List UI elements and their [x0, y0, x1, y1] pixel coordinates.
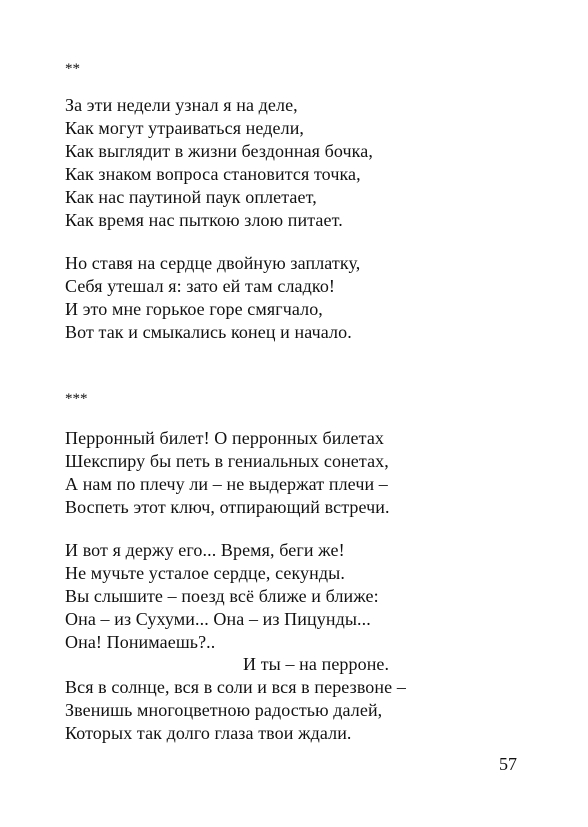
- poem-line: Звенишь многоцветною радостью далей,: [65, 700, 383, 720]
- poem-line: Не мучьте усталое сердце, секунды.: [65, 563, 345, 583]
- poem-line: Воспеть этот ключ, отпирающий встречи.: [65, 497, 390, 517]
- poem-line: Она – из Сухуми... Она – из Пицунды...: [65, 609, 371, 629]
- poem-line: Вся в солнце, вся в соли и вся в перезвоне –: [65, 677, 406, 697]
- poem-separator: ***: [65, 391, 88, 407]
- poem-line: Себя утешал я: зато ей там сладко!: [65, 276, 336, 296]
- poem-line: Шекспиру бы петь в гениальных сонетах,: [65, 451, 389, 471]
- poem-line: Как знаком вопроса становится точка,: [65, 164, 361, 184]
- poem-line: Вы слышите – поезд всё ближе и ближе:: [65, 586, 379, 606]
- page-number: 57: [499, 754, 517, 774]
- poem-line: А нам по плечу ли – не выдержат плечи –: [65, 474, 388, 494]
- poem-separator: **: [65, 61, 80, 77]
- poem-line: За эти недели узнал я на деле,: [65, 95, 298, 115]
- poem-line: Как выглядит в жизни бездонная бочка,: [65, 141, 373, 161]
- poem-line: Перронный билет! О перронных билетах: [65, 428, 385, 448]
- poem-line: Она! Понимаешь?..: [65, 632, 216, 652]
- poem-line: Как время нас пыткою злою питает.: [65, 210, 343, 230]
- poem-line: Как нас паутиной паук оплетает,: [65, 187, 317, 207]
- poem-line: И это мне горькое горе смягчало,: [65, 299, 323, 319]
- poem-line: И вот я держу его... Время, беги же!: [65, 540, 345, 560]
- poem-line: Но ставя на сердце двойную заплатку,: [65, 253, 361, 273]
- poem-line-indented: И ты – на перроне.: [243, 654, 390, 674]
- poem-line: Как могут утраиваться недели,: [65, 118, 305, 138]
- poem-line: Вот так и смыкались конец и начало.: [65, 322, 352, 342]
- poem-line: Которых так долго глаза твои ждали.: [65, 723, 352, 743]
